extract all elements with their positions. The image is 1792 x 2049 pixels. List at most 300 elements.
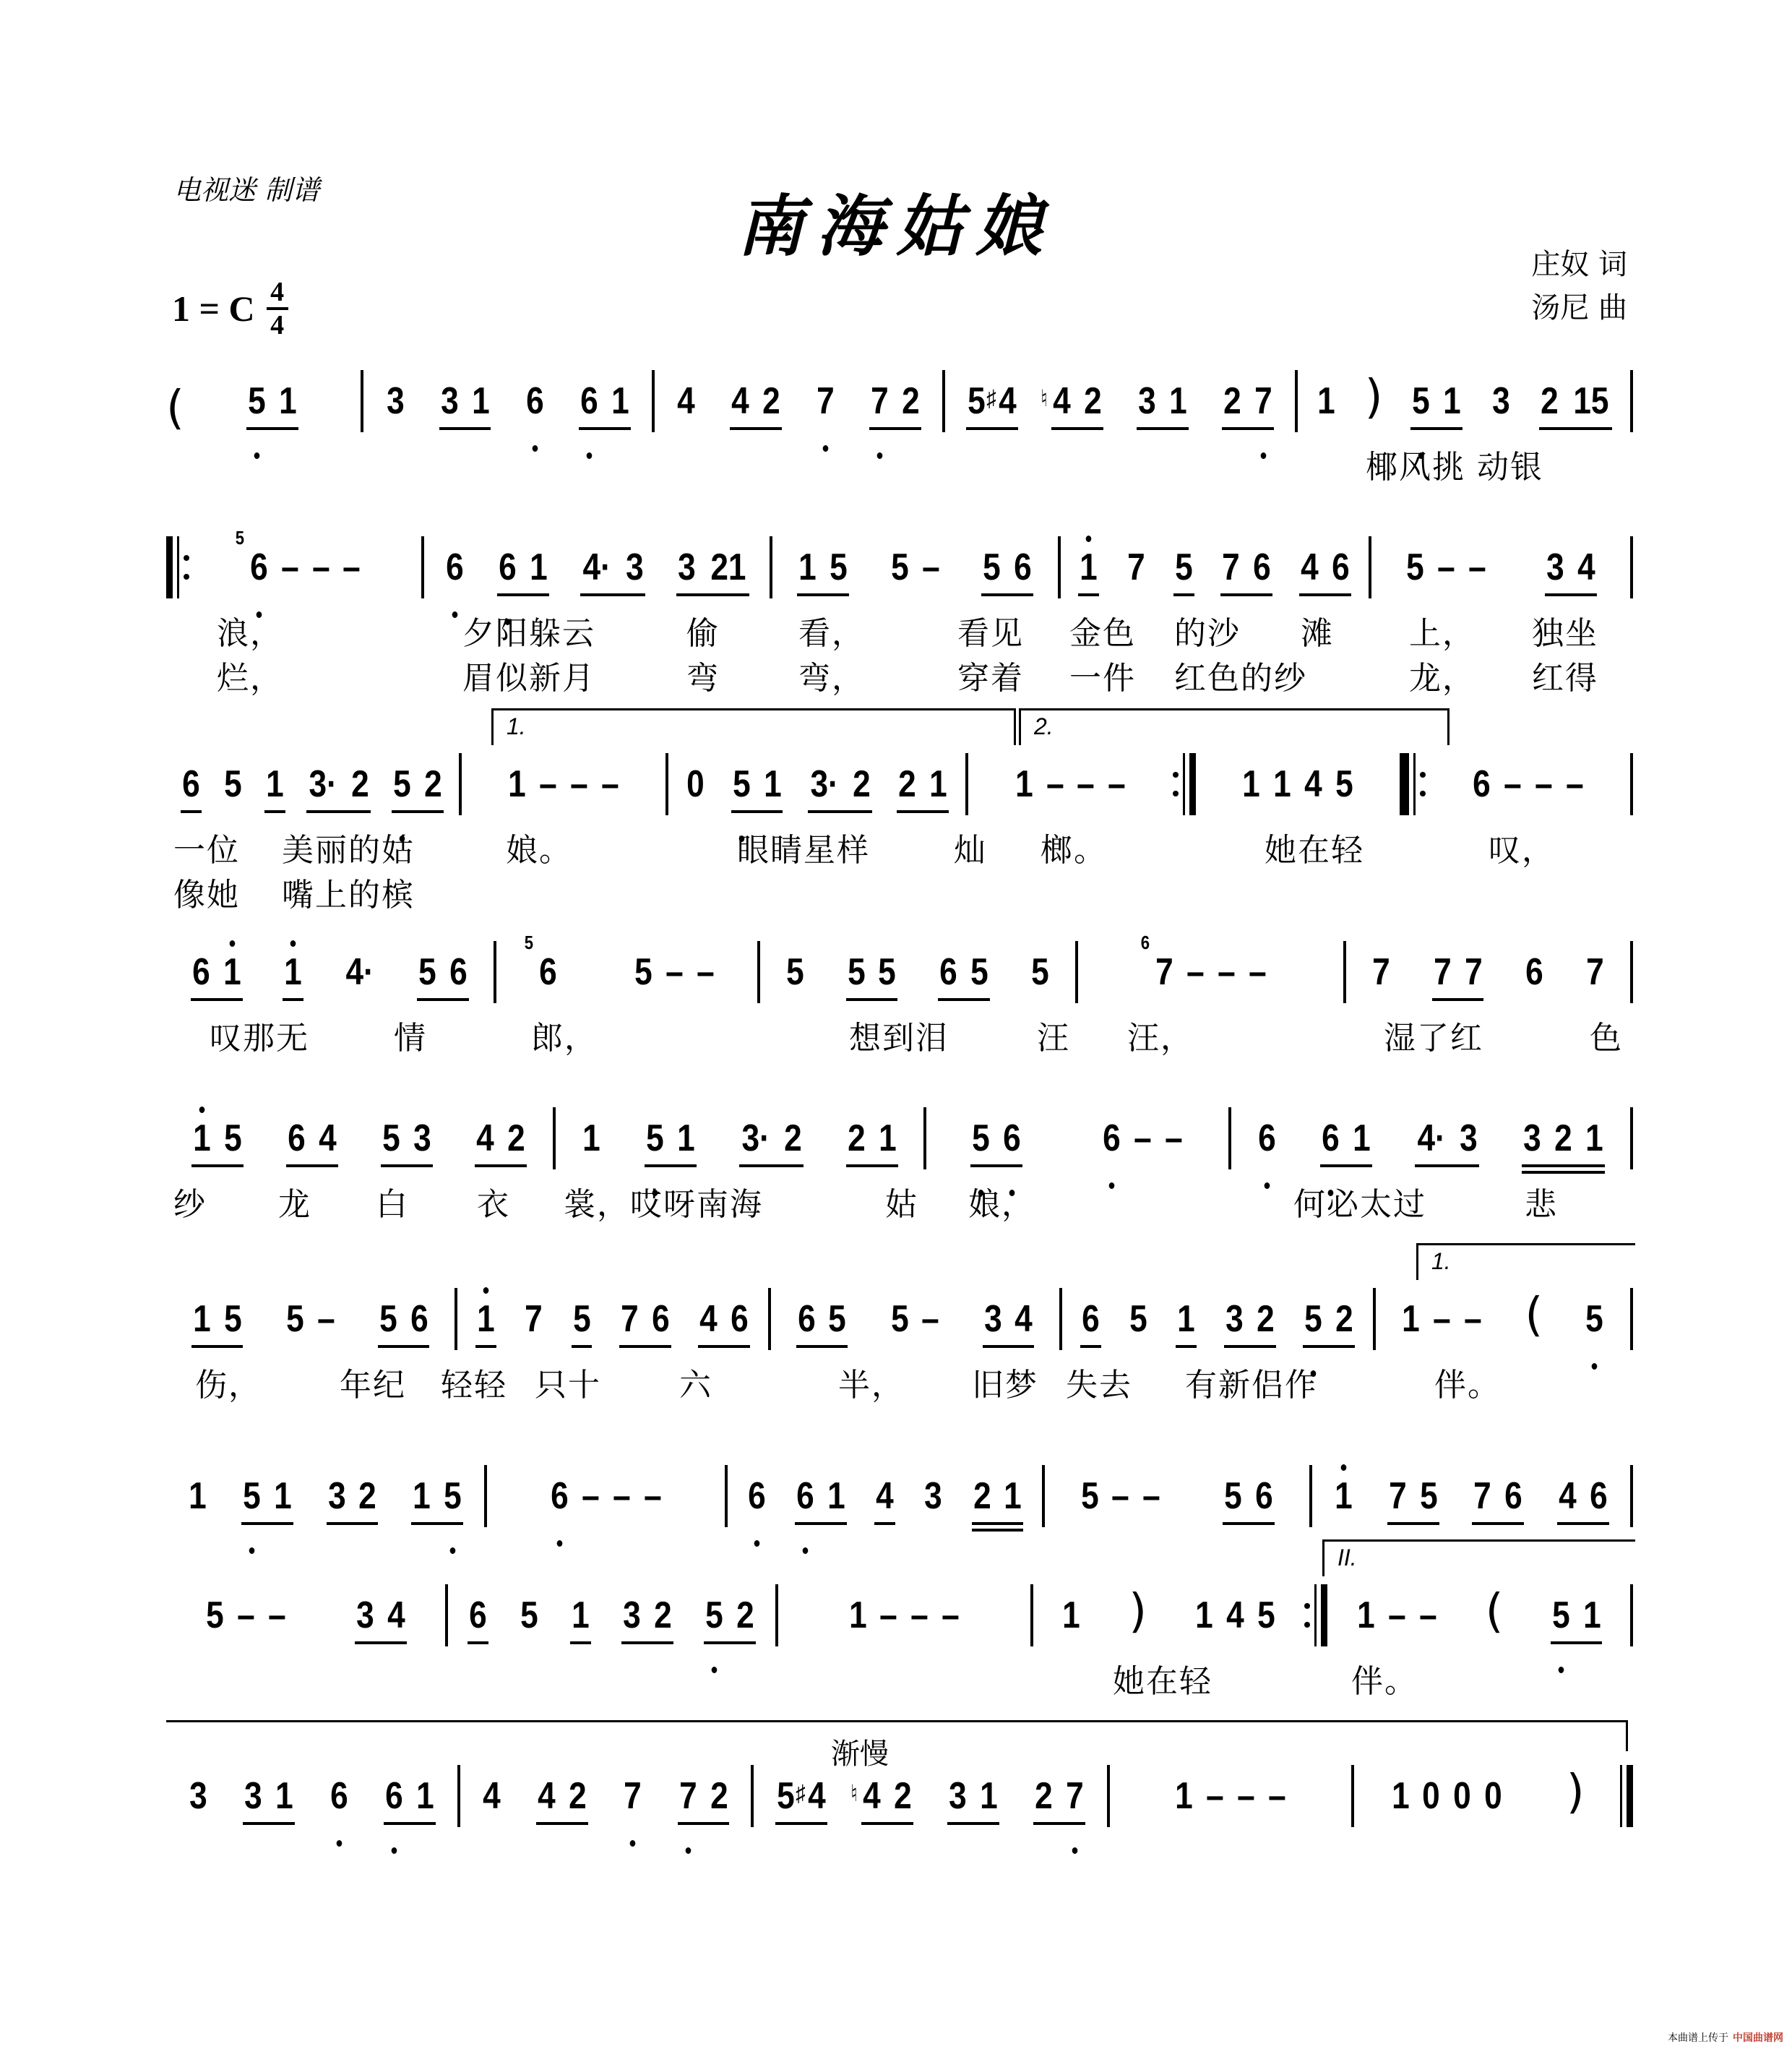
lyrics-line-2 <box>166 869 1633 914</box>
lyric: 悲 <box>1525 1186 1558 1223</box>
staff <box>166 1099 1633 1178</box>
note: 1 <box>416 1775 434 1817</box>
note: 6 <box>1081 1298 1100 1340</box>
underline <box>1557 1522 1609 1525</box>
note: 6 <box>449 951 468 993</box>
lyric: 龙 <box>278 1186 311 1223</box>
lyric: 穿着 <box>957 660 1024 697</box>
underline <box>497 593 549 596</box>
beat-group <box>1033 1756 1085 1825</box>
volta-bracket <box>166 1720 1628 1751</box>
note: 4 <box>538 1775 556 1817</box>
note: 1 <box>1004 1475 1022 1517</box>
note: 0 <box>1422 1775 1441 1817</box>
lyric: 衣 <box>477 1186 510 1223</box>
beat-group <box>1030 932 1051 994</box>
beat-group <box>1173 1756 1288 1818</box>
lyrics-line-1 <box>166 1178 1633 1223</box>
note: 1 <box>1015 763 1033 805</box>
note: 6 <box>580 379 598 423</box>
measure <box>1376 1279 1630 1359</box>
note: 5 <box>418 951 436 993</box>
measure <box>1327 1576 1630 1655</box>
note: 4 <box>1304 763 1322 805</box>
note: 3 <box>678 546 697 588</box>
beat-group <box>704 1576 756 1644</box>
lyric: 的沙 <box>1174 615 1241 652</box>
underline <box>739 1164 804 1167</box>
beat-group <box>223 744 244 806</box>
measure <box>968 744 1173 824</box>
lyric: 轻轻 <box>441 1367 507 1404</box>
beat-group <box>191 1099 244 1167</box>
repeat-start-barline <box>1403 753 1426 815</box>
note: 5 <box>705 1594 723 1637</box>
beat-group <box>1485 1576 1504 1638</box>
underline <box>191 998 243 1001</box>
beat-group <box>874 1456 895 1525</box>
upload-text: 本曲谱上传于 <box>1668 2032 1728 2043</box>
beat-group <box>678 1756 730 1825</box>
note: 5 <box>1080 1475 1099 1517</box>
note: 5 <box>890 1298 909 1340</box>
brand-logo: 中国曲谱网 <box>1733 2032 1783 2043</box>
dash: – <box>643 1475 662 1517</box>
barline <box>1630 536 1633 598</box>
note: 6 <box>731 1298 749 1340</box>
beat-group <box>1316 361 1337 423</box>
dash: – <box>921 546 940 588</box>
lyric: 红得 <box>1532 660 1598 697</box>
note: 5 <box>1174 546 1193 588</box>
note: 4· <box>345 951 375 993</box>
lyric: 独坐 <box>1532 615 1598 652</box>
measure <box>1426 744 1630 824</box>
note: 1 <box>471 380 490 422</box>
beat-group <box>897 744 949 813</box>
beat-group <box>481 1756 502 1818</box>
underline <box>1415 1164 1479 1167</box>
note: 0 <box>1453 1775 1472 1817</box>
dash: – <box>1142 1475 1161 1517</box>
note: 5 <box>847 951 866 993</box>
dash: – <box>1206 1775 1224 1817</box>
beat-group <box>633 932 716 994</box>
dash: – <box>1565 763 1584 805</box>
note: 1 <box>223 950 241 994</box>
measure <box>166 1456 484 1536</box>
measure <box>926 1099 1228 1178</box>
note: 6 <box>797 1298 816 1340</box>
beat-group <box>731 744 783 813</box>
underline <box>970 1164 1022 1167</box>
beat-group <box>795 1456 847 1525</box>
note: 3 <box>413 1117 431 1159</box>
note: 2 <box>1223 380 1241 422</box>
beat-group <box>938 932 990 1001</box>
beat-group <box>579 361 631 430</box>
parenthesis: ( <box>1525 1289 1543 1342</box>
composer: 汤尼 曲 <box>1531 291 1627 325</box>
note: 6 <box>1525 951 1543 993</box>
lyric: 浪， <box>217 615 283 652</box>
note: 4· <box>1417 1117 1446 1159</box>
measure <box>1346 932 1630 1012</box>
grace-note: 5 <box>235 527 244 549</box>
high-octave-dot <box>199 1107 205 1113</box>
beat-group <box>797 528 849 596</box>
note: 6 <box>182 763 201 805</box>
note: 1 <box>1062 1594 1081 1636</box>
note: 2 <box>358 1475 377 1517</box>
dash: – <box>1433 1298 1452 1340</box>
note: 6 <box>1255 1475 1273 1517</box>
lyric: 郎， <box>531 1020 598 1057</box>
beat-group <box>1129 1576 1147 1638</box>
note: 6 <box>551 1474 569 1518</box>
key-signature <box>172 278 288 339</box>
note: 6 <box>1331 546 1350 588</box>
measure <box>1078 932 1344 1012</box>
measure <box>1354 1756 1620 1836</box>
beat-group <box>676 528 749 596</box>
note: 1 <box>878 1117 897 1159</box>
underline <box>580 593 645 596</box>
note: 1 <box>189 1475 207 1517</box>
system-3 <box>166 744 1633 914</box>
dash: – <box>1046 763 1064 805</box>
footer <box>1668 2030 1783 2045</box>
beat-group <box>1387 1456 1439 1525</box>
beat-group <box>966 361 1018 430</box>
low-octave-dot <box>337 1840 343 1847</box>
lyric: 弯 <box>686 660 720 697</box>
beat-group <box>1364 361 1383 424</box>
system-8 <box>166 1576 1633 1700</box>
system-5 <box>166 1099 1633 1223</box>
lyric: 偷 <box>686 615 720 652</box>
beat-group <box>1524 932 1545 994</box>
note: 4 <box>1577 546 1595 588</box>
note: 1 <box>798 546 817 588</box>
staff <box>166 1456 1633 1536</box>
lyric: 想到泪 <box>849 1020 949 1057</box>
lyrics-line-1 <box>166 1012 1633 1057</box>
beat-group <box>1371 932 1392 994</box>
high-octave-dot <box>230 940 236 947</box>
note: 1 <box>1391 1775 1410 1817</box>
measure <box>1196 744 1400 824</box>
lyric: 上， <box>1409 615 1476 652</box>
dash: – <box>1468 546 1486 588</box>
dash: – <box>311 546 330 588</box>
parenthesis: ( <box>166 382 184 435</box>
beat-group <box>972 1456 1024 1532</box>
note: 2 <box>1256 1298 1275 1340</box>
note: 6 <box>1322 1117 1340 1160</box>
dash: – <box>1464 1298 1483 1340</box>
lyric: 美丽的姑 <box>282 832 415 869</box>
note: 5 <box>983 546 1001 588</box>
note: 1 <box>1317 380 1335 422</box>
beat-group <box>243 1756 295 1825</box>
note: 1 <box>1177 1298 1196 1340</box>
staff <box>166 1576 1633 1655</box>
note: 2 <box>1084 380 1102 422</box>
beat-group <box>385 361 406 423</box>
key-label: 1 = C <box>172 288 255 329</box>
note: 7 <box>1388 1475 1407 1517</box>
underline <box>874 1522 895 1525</box>
lyric: 滩 <box>1301 615 1334 652</box>
underline <box>1078 593 1099 596</box>
beat-group <box>1566 1756 1585 1819</box>
underline <box>191 1345 244 1348</box>
note: 2 <box>654 1594 672 1636</box>
note: 7 <box>1222 546 1241 588</box>
beat-group <box>1356 1576 1439 1637</box>
beat-group <box>444 528 465 589</box>
note: 6 <box>652 1298 670 1340</box>
note: 2 <box>569 1775 587 1817</box>
measure <box>166 1099 553 1178</box>
note: 2 <box>507 1117 526 1159</box>
dash: – <box>1268 1775 1286 1817</box>
lyric: 弯， <box>798 660 865 697</box>
measure <box>655 361 942 441</box>
note: 1 <box>266 763 285 805</box>
note: 2 <box>893 1775 912 1817</box>
underline <box>327 1522 379 1525</box>
beat-group <box>981 528 1033 596</box>
note: 6 <box>1504 1475 1523 1517</box>
authors <box>1531 243 1627 330</box>
beat-group <box>848 1576 962 1637</box>
beat-group <box>1585 932 1606 994</box>
dash: – <box>921 1298 940 1340</box>
beat-group <box>808 744 872 813</box>
note: 2 <box>762 380 780 422</box>
note: 6 <box>191 951 210 993</box>
underline <box>972 1522 1024 1525</box>
beat-group <box>1303 1279 1355 1348</box>
note: 6 <box>939 951 957 993</box>
underline <box>475 1164 527 1167</box>
note: 5 <box>828 1298 847 1340</box>
beat-group <box>327 1456 379 1525</box>
beat-group <box>889 1279 942 1341</box>
beat-group <box>970 1099 1022 1167</box>
underline <box>1220 593 1272 596</box>
beat-group <box>1176 1279 1197 1348</box>
note: 4 <box>483 1775 501 1817</box>
note: 2 <box>973 1475 991 1517</box>
lyric: 椰风挑 动银 <box>1366 449 1543 486</box>
underline <box>938 998 990 1001</box>
beat-group <box>235 527 363 589</box>
beat-group <box>188 1756 209 1818</box>
measure <box>496 932 758 1012</box>
note: 3 <box>386 380 405 422</box>
measure <box>166 1756 457 1836</box>
lyrics-line-1 <box>166 1359 1633 1404</box>
measure <box>166 1279 455 1359</box>
beat-group <box>378 1279 430 1348</box>
low-octave-dot <box>803 1547 809 1554</box>
note: 5 <box>1335 763 1353 805</box>
underline <box>1173 593 1194 596</box>
low-octave-dot <box>557 1540 563 1547</box>
note: 5 <box>786 951 804 993</box>
note: 5 <box>1419 1475 1438 1517</box>
beat-group <box>306 744 371 813</box>
lyric: 像她 <box>173 877 240 914</box>
underline <box>1551 1641 1603 1644</box>
underline <box>1522 1171 1605 1174</box>
note: 5 <box>1586 1297 1604 1341</box>
note: 3 <box>1522 1117 1541 1159</box>
note: 5 <box>890 546 909 588</box>
note: 3 <box>1491 380 1510 422</box>
barline <box>1630 941 1633 1003</box>
lyricist: 庄奴 词 <box>1531 248 1627 281</box>
beat-group <box>1405 528 1488 589</box>
measure <box>1110 1756 1352 1836</box>
underline <box>1176 1345 1197 1348</box>
underline <box>1137 427 1189 430</box>
note: 1 <box>477 1297 495 1341</box>
beat-group <box>1078 528 1099 596</box>
note: 2 <box>1554 1117 1572 1159</box>
note: 6 <box>796 1474 814 1518</box>
note: 4 <box>1226 1594 1244 1636</box>
underline <box>1222 427 1274 430</box>
lyric: 姑 <box>885 1186 918 1223</box>
system-7 <box>166 1456 1633 1536</box>
note: 1 <box>848 1594 867 1636</box>
measure <box>184 361 361 441</box>
tempo-marking: 渐慢 <box>831 1737 889 1771</box>
note: 3 <box>327 1475 346 1517</box>
underline <box>698 1345 750 1348</box>
underline <box>241 1522 293 1525</box>
staff <box>166 1279 1633 1359</box>
low-octave-dot <box>631 1840 637 1847</box>
underline <box>1545 593 1597 596</box>
note: 1 <box>413 1475 431 1517</box>
note: 5 <box>382 1117 400 1159</box>
volta-bracket <box>491 708 1016 745</box>
underline <box>1223 1522 1275 1525</box>
note: 4 <box>476 1117 495 1159</box>
dash: – <box>582 1475 600 1517</box>
beat-group <box>698 1279 750 1348</box>
note: 6 <box>330 1774 348 1818</box>
note: 4 <box>319 1117 337 1159</box>
measure <box>1371 528 1630 607</box>
note: 6 <box>1259 1117 1277 1160</box>
note: 3 <box>356 1594 374 1636</box>
low-octave-dot <box>249 1547 255 1554</box>
beat-group <box>1224 1279 1276 1348</box>
sharp-icon: ♯ <box>986 385 996 411</box>
note: 3· <box>741 1117 770 1159</box>
underline <box>579 427 631 430</box>
note: 21 <box>710 546 746 588</box>
beat-group <box>983 1279 1035 1348</box>
note: 7 <box>1473 1475 1492 1517</box>
note: 1 <box>572 1594 590 1636</box>
underline <box>676 593 749 596</box>
note: 5 <box>878 951 897 993</box>
underline <box>678 1822 730 1825</box>
note: 5 <box>1304 1297 1322 1341</box>
note: 2 <box>1541 380 1559 422</box>
note: 1 <box>192 1298 211 1340</box>
beat-group <box>507 744 621 806</box>
lyric: 娘。 <box>506 832 572 869</box>
staff <box>166 932 1633 1012</box>
measure <box>1231 1099 1630 1178</box>
beat-group <box>1557 1456 1609 1525</box>
note: 7 6 <box>1140 932 1173 993</box>
underline <box>392 810 444 813</box>
dash: – <box>1534 763 1553 805</box>
note: 1 <box>1169 380 1187 422</box>
note: 4 <box>1300 546 1319 588</box>
note: 5 <box>520 1594 538 1636</box>
note: 2 <box>784 1117 802 1159</box>
note: 5 <box>379 1298 397 1340</box>
repeat-end-barline <box>1304 1584 1327 1646</box>
note: 7 <box>817 379 835 423</box>
underline <box>191 1164 244 1167</box>
beat-group <box>264 744 285 813</box>
beat-group <box>580 528 645 596</box>
staff <box>166 528 1633 607</box>
note: 1 <box>1175 1775 1193 1817</box>
underline <box>1539 427 1612 430</box>
note: 1 <box>1242 763 1260 805</box>
dash: – <box>1436 546 1455 588</box>
note: 2 <box>853 763 871 805</box>
beat-group <box>1432 932 1484 1001</box>
note: 4 <box>1559 1475 1577 1517</box>
note: 5 <box>1552 1594 1570 1637</box>
dash: – <box>879 1594 898 1636</box>
system-9 <box>166 1756 1633 1836</box>
note: 7 <box>1464 951 1483 993</box>
beat-group <box>285 1279 337 1341</box>
beat-group <box>525 361 546 423</box>
underline <box>897 810 949 813</box>
note: 7 <box>1372 951 1390 993</box>
lyric: 有新侣作 <box>1185 1367 1318 1404</box>
note: 6 <box>446 546 464 589</box>
note: 5 <box>634 951 652 993</box>
note: 1 <box>1585 1117 1603 1159</box>
beat-group <box>645 1099 697 1167</box>
lyric: 叹， <box>1489 832 1555 869</box>
lyric: 情 <box>394 1020 427 1057</box>
beat-group <box>572 1279 593 1348</box>
note: 1 <box>1353 1117 1371 1159</box>
beat-group <box>1545 528 1597 596</box>
dash: – <box>1237 1775 1255 1817</box>
underline <box>306 810 371 813</box>
underline <box>861 1822 913 1825</box>
beat-group <box>191 932 243 1001</box>
